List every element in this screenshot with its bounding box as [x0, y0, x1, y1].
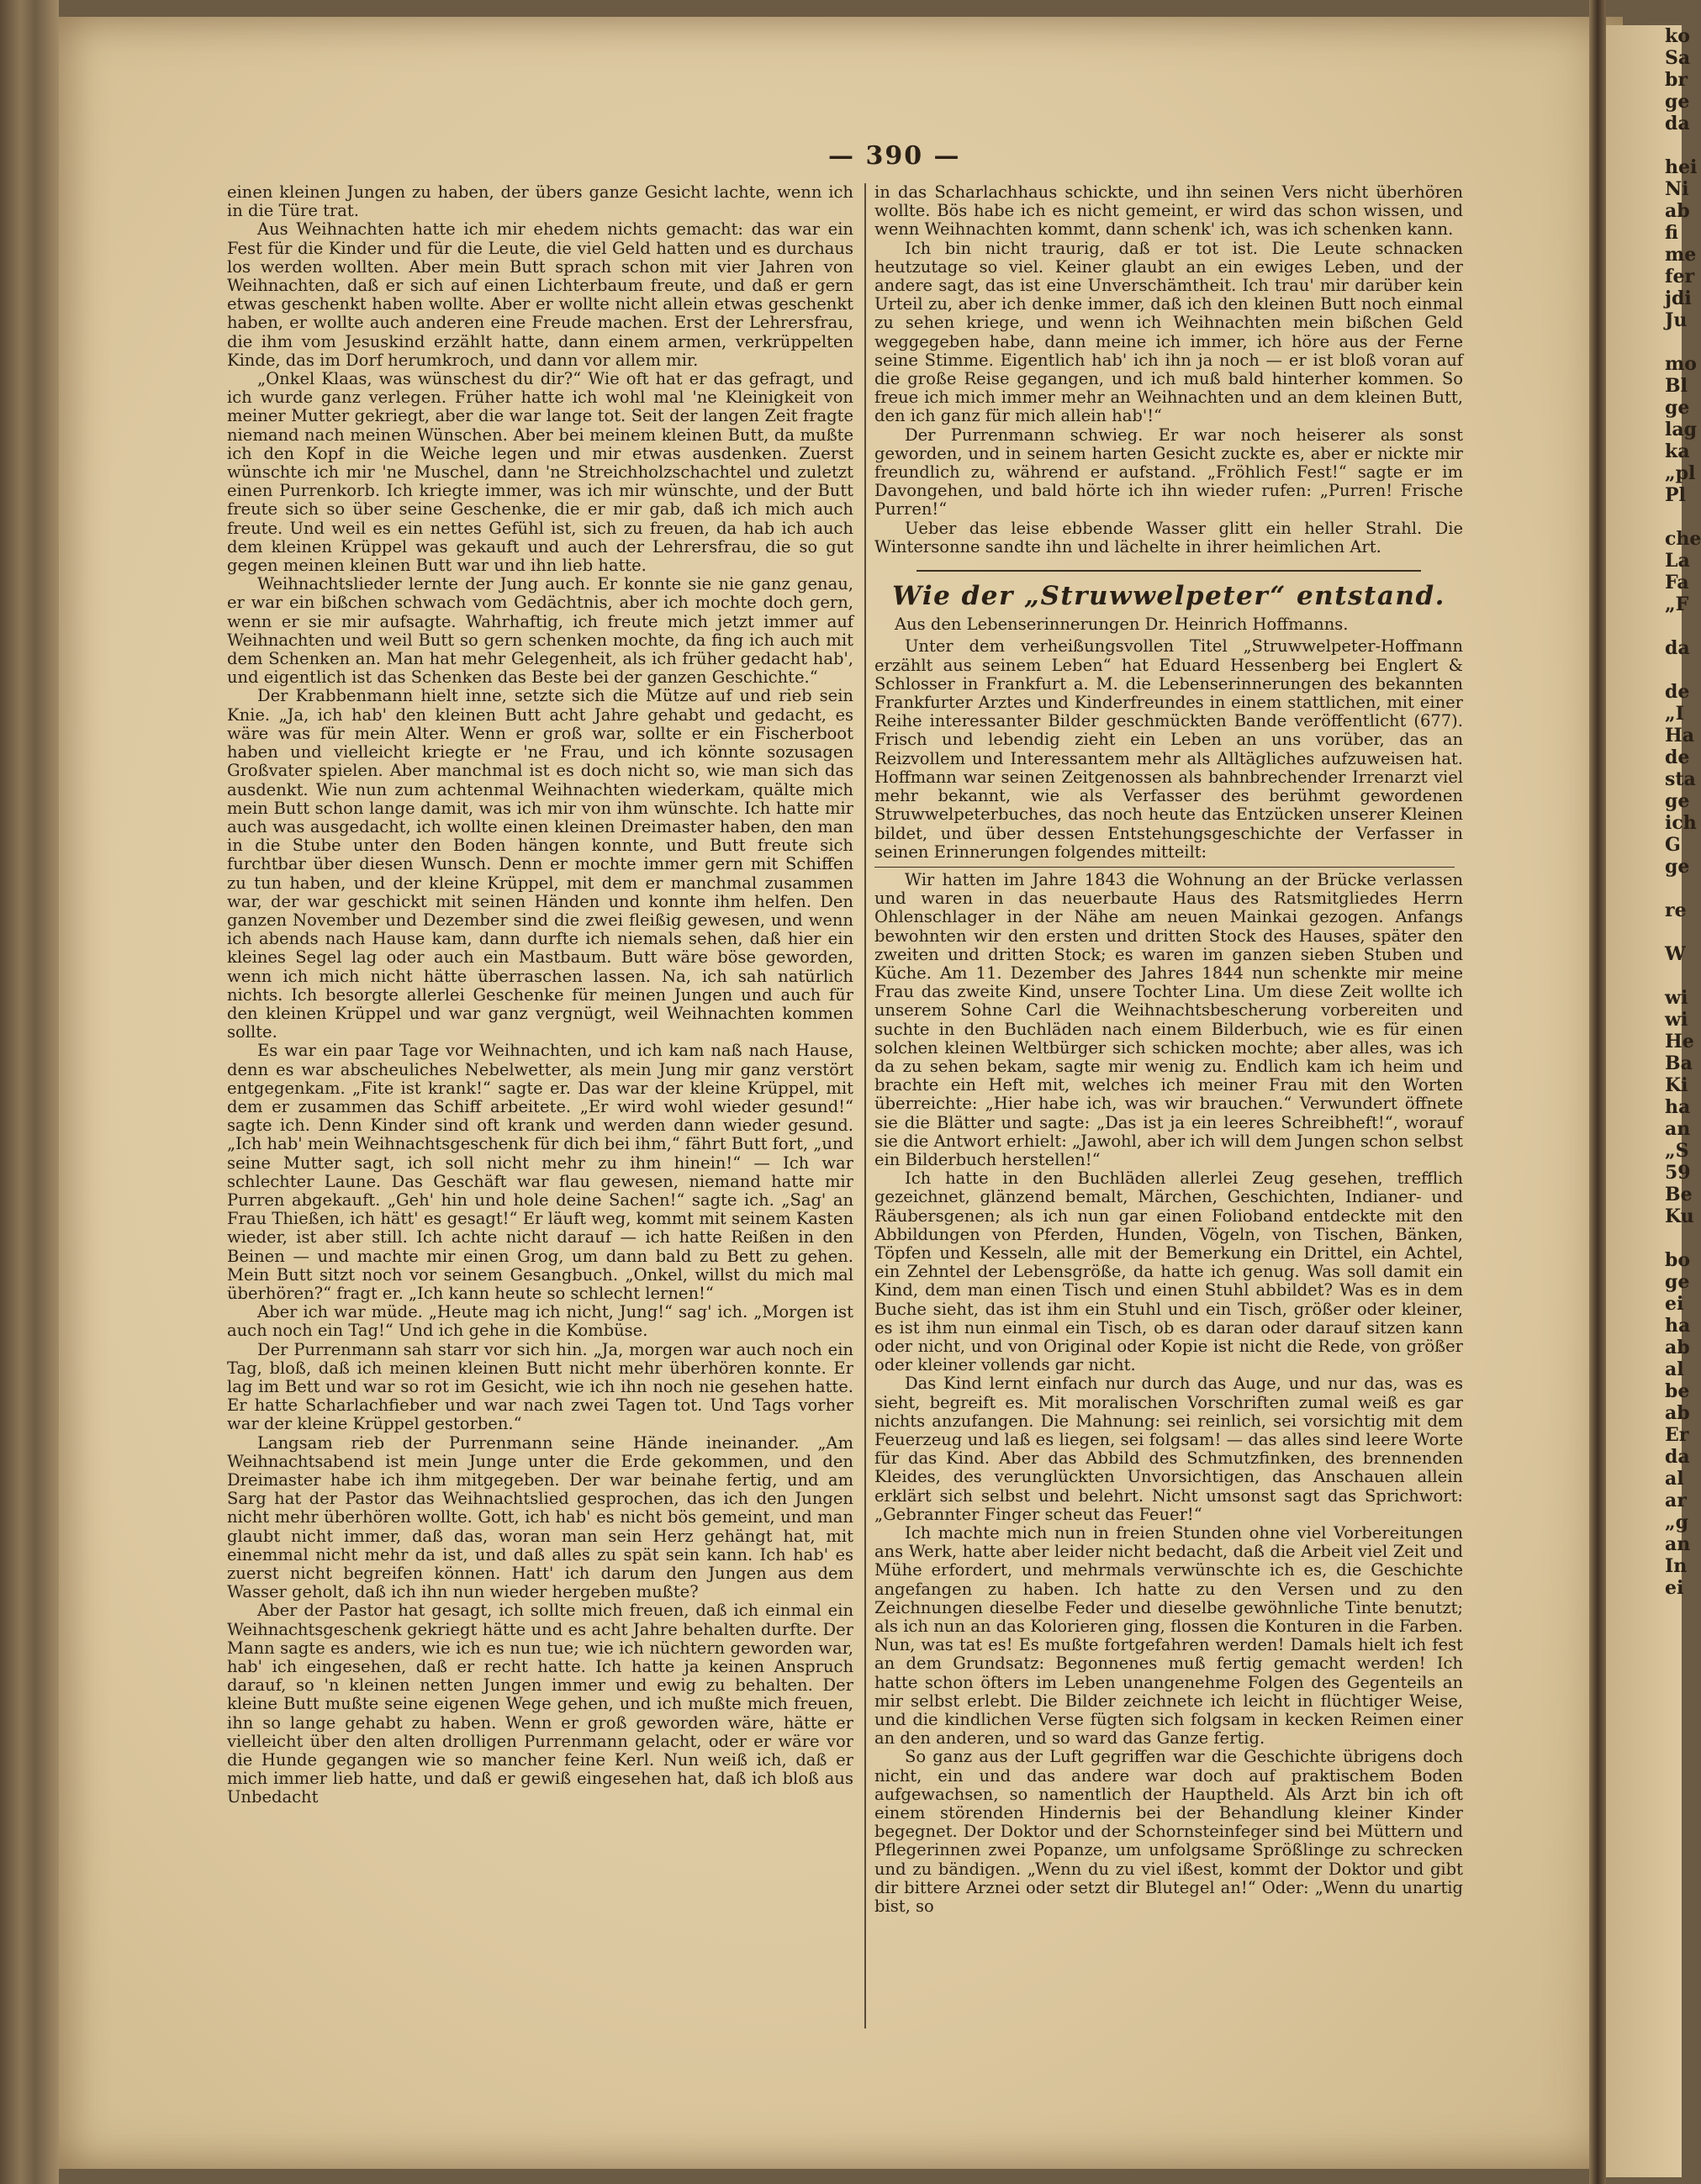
next-page-line-fragment: Ba [1665, 1052, 1693, 1074]
next-page-line-fragment: ab [1665, 1337, 1690, 1358]
page-number: — 390 — [828, 141, 961, 171]
next-page-line-fragment: hei [1665, 156, 1698, 178]
next-page-edge [1606, 25, 1701, 2177]
next-page-line-fragment [1606, 921, 1682, 943]
next-page-line-fragment: fi [1665, 222, 1678, 244]
next-page-line-fragment: al [1665, 1358, 1684, 1380]
next-page-line-fragment: ei [1665, 1293, 1684, 1315]
next-page-line-fragment: La [1665, 550, 1690, 572]
next-page-line-fragment: Ku [1665, 1205, 1694, 1227]
paragraph: Ich hatte in den Buchläden allerlei Zeug gesehen, trefflich gezeichnet, glänzend bemalt, Märchen, Geschichten, Indianer- und Räubersgenen; als ich nun gar einen Folioband entdeckte mit den Abbildungen von Pferden, Hunden, Vögeln, von Tischen, Bänken, Töpfen und Kesseln, alle mit der Bemerkung ein Drittel, ein Achtel, ein Zehntel der Lebensgröße, da hatte ich genug. Was soll damit ein Kind, dem man einen Tisch und einen Stuhl abbildet? Was es in dem Buche sieht, das ist ihm ein Stuhl und ein Tisch, größer oder kleiner, es ist ihm nun einmal ein Tisch, ob es daran oder darauf sitzen kann oder nicht, und von Original oder Kopie ist nicht die Rede, von größer oder kleiner vollends gar nicht. [874, 1168, 1463, 1375]
paragraph: Der Purrenmann schwieg. Er war noch heiserer als sonst geworden, und in seinem harten Gesicht zuckte es, aber er nickte mir freundlich zu, während er aufstand. „Fröhlich Fest!“ sagte er im Davongehen, und bald hörte ich ihn wieder rufen: „Purren! Frische Purren!“ [874, 425, 1463, 520]
next-page-line-fragment: Ni [1665, 178, 1689, 200]
next-page-line-fragment [1606, 506, 1682, 528]
next-page-line-fragment: che [1665, 528, 1701, 550]
next-page-line-fragment [1606, 1227, 1682, 1249]
next-page-line-fragment: an [1665, 1118, 1691, 1140]
next-page-line-fragment: ich [1665, 812, 1697, 834]
next-page-line-fragment: He [1665, 1031, 1694, 1052]
section-divider [917, 570, 1421, 572]
book-gutter [1589, 0, 1606, 2184]
paragraph: Der Krabbenmann hielt inne, setzte sich die Mütze auf und rieb sein Knie. „Ja, ich hab' den kleinen Butt acht Jahre gehabt und gedacht, es wäre was für mein Alter. Wenn er groß war, sollte er ein Fischerboot haben und vielleicht kriegte er 'ne Frau, und ich könnte sozusagen Großvater spielen. Aber manchmal ist es doch nicht so, wie man sich das ausdenkt. Wie nun zum achtenmal Weihnachten wiederkam, quälte mich mein Butt schon lange damit, was ich mir von ihm wünschte. Ich hatte mir auch was ausgedacht, ich wollte einen kleinen Dreimaster haben, den man in die Stube unter den Boden hängen konnte, und Butt freute sich furchtbar über diesen Wunsch. Denn er mochte immer gern mit Schiffen zu tun haben, und der kleine Krüppel, mit dem er manchmal zusammen war, der war geschickt mit seinen Händen und konnte ihm helfen. Den ganzen November und Dezember sind die zwei fleißig gewesen, und wenn ich abends nach Hause kam, dann durfte ich niemals sehen, daß hier ein kleines Segel lag oder auch ein Mastbaum. Butt wäre böse geworden, wenn ich mich nicht hätte überraschen lassen. Na, ich sah natürlich nichts. Ich besorgte allerlei Geschenke für meinen Jungen und auch für den kleinen Krüppel und war ganz vergnügt, weil Weihnachten kommen sollte. [227, 686, 853, 1042]
next-page-line-fragment: bo [1665, 1249, 1691, 1271]
next-page-line-fragment: ab [1665, 1402, 1690, 1424]
intro-divider [874, 867, 1455, 868]
paragraph: Aber der Pastor hat gesagt, ich sollte mich freuen, daß ich einmal ein Weihnachtsgeschenk gekriegt hätte und es acht Jahre behalten durfte. Der Mann sagte es anders, wie ich es nun tue; wie ich nüchtern geworden war, hab' ich eingesehen, daß er recht hatte. Ich hatte ja keinen Anspruch darauf, so 'n kleinen netten Jungen immer und ewig zu behalten. Der kleine Butt mußte seine eigenen Wege gehen, und ich mußte mich freuen, ihn so lange gehabt zu haben. Wenn er groß geworden wäre, hätte er vielleicht über den alten drolligen Purrenmann gelacht, oder er wäre vor die Hunde gegangen wie so mancher feine Kerl. Nun weiß ich, daß er mich immer lieb hatte, und daß er gewiß eingesehen hat, daß ich bloß aus Unbedacht [227, 1601, 853, 1807]
story-conclusion [874, 183, 1463, 557]
paragraph: Ich bin nicht traurig, daß er tot ist. Die Leute schnacken heutzutage so viel. Keiner glaubt an ein ewiges Leben, und der andere sagt, das ist eine Unverschämtheit. Ich trau' mir darüber kein Urteil zu, aber ich denke immer, daß ich den kleinen Butt noch einmal zu sehen kriege, und wenn ich Weihnachten mein bißchen Geld weggegeben habe, dann meine ich immer, ich höre aus der Ferne seine Stimme. Eigentlich hab' ich ihn ja noch — er ist bloß voran auf die große Reise gegangen, und ich muß bald hinterher kommen. So freue ich mich immer mehr an Weihnachten und an dem kleinen Butt, den ich ganz für mich allein hab'!“ [874, 238, 1463, 426]
next-page-line-fragment: al [1665, 1468, 1684, 1490]
article-intro: Unter dem verheißungsvollen Titel „Struwwelpeter-Hoffmann erzählt aus seinem Leben“ hat Eduard Hessenberg bei Englert & Schlosser in Frankfurt a. M. die Lebenserinnerungen des bekannten Frankfurter Arztes und Kinderfreundes in einem stattlichen, mit einer Reihe interessanter Bilder geschmückten Bande veröffentlicht (677). Frisch und lebendig zieht ein Leben an uns vorüber, das an Reizvollem und Interessantem mehr als Alltägliches aufzuweisen hat. Hoffmann war seinen Zeitgenossen als bahnbrechender Irrenarzt viel mehr bekannt, wie als Verfasser des berühmt gewordenen Struwwelpeterbuches, das noch heute das Entzücken unserer Kleinen bildet, und über dessen Entstehungsgeschichte der Verfasser in seinen Erinnerungen folgendes mitteilt: [874, 636, 1463, 862]
article-headline: Wie der „Struwwelpeter“ entstand. [892, 581, 1445, 612]
paragraph: Ueber das leise ebbende Wasser glitt ein heller Strahl. Die Wintersonne sandte ihn und lächelte in ihrer heimlichen Art. [874, 518, 1463, 557]
next-page-line-fragment: ge [1665, 790, 1690, 812]
next-page-line-fragment: br [1665, 69, 1688, 91]
next-page-line-fragment: an [1665, 1533, 1691, 1555]
paragraph: Aus Weihnachten hatte ich mir ehedem nichts gemacht: das war ein Fest für die Kinder und für die Leute, die viel Geld hatten und es durchaus los werden wollten. Aber mein Butt sprach schon mit vier Jahren von Weihnachten, daß er sich auf einen Lichterbaum freute, und daß er gern etwas geschenkt haben wollte. Aber er wollte nicht allein etwas geschenkt haben, er wollte auch anderen eine Freude machen. Erst der Lehrersfrau, die ihm vom Jesuskind erzählt hatte, dann einem armen, verkrüppelten Kinde, das im Dorf herumkroch, und dann vor allem mir. [227, 219, 853, 370]
next-page-line-fragment: ko [1665, 25, 1690, 47]
next-page-line-fragment: ge [1665, 397, 1690, 419]
paragraph: Das Kind lernt einfach nur durch das Auge, und nur das, was es sieht, begreift es. Mit moralischen Vorschriften zumal weiß es gar nichts anzufangen. Die Mahnung: sei reinlich, sei vorsichtig mit dem Feuerzeug und laß es liegen, sei folgsam! — das alles sind leere Worte für das Kind. Aber das Abbild des Schmutzfinken, des brennenden Kleides, des verunglückten Unvorsichtigen, das Anschauen allein erklärt sich selbst und belehrt. Nicht umsonst sagt das Sprichwort: „Gebrannter Finger scheut das Feuer!“ [874, 1374, 1463, 1524]
next-page-line-fragment: ar [1665, 1490, 1687, 1511]
next-page-line-fragment: me [1665, 244, 1697, 266]
next-page-line-fragment: Pl [1665, 484, 1686, 506]
paragraph: Der Purrenmann sah starr vor sich hin. „Ja, morgen war auch noch ein Tag, bloß, daß ich meinen kleinen Butt nicht mehr überhören konnte. Er lag im Bett und war so rot im Gesicht, wie ich ihn noch nie gesehen hatte. Er hatte Scharlachfieber und war nach zwei Tagen tot. Und Tags vorher war der kleine Krüppel gestorben.“ [227, 1339, 853, 1434]
paragraph: Ich machte mich nun in freien Stunden ohne viel Vorbereitungen ans Werk, hatte aber leider nicht bedacht, daß die Arbeit viel Zeit und Mühe erfordert, und mehrmals verwünschte ich es, die Geschichte angefangen zu haben. Ich hatte zu den Versen und zu den Zeichnungen dieselbe Feder und dieselbe gewöhnliche Tinte benutzt; als ich nun an das Kolorieren ging, flossen die Konturen in die Farben. Nun, was tat es! Es mußte fortgefahren werden! Damals hielt ich fest an dem Grundsatz: Begonnenes muß fertig gemacht werden! Ich hatte schon öfters im Leben unangenehme Folgen des Gegenteils an mir selbst erlebt. Die Bilder zeichnete ich leicht in flüchtiger Weise, und die kindlichen Verse fügten sich folgsam in kecken Reimen einer an den anderen, und so ward das Ganze fertig. [874, 1523, 1463, 1749]
next-page-line-fragment: ab [1665, 200, 1690, 222]
next-page-line-fragment: ha [1665, 1096, 1691, 1118]
next-page-line-fragment: be [1665, 1380, 1690, 1402]
next-page-line-fragment: sta [1665, 768, 1696, 790]
next-page-line-fragment: Ju [1665, 309, 1688, 331]
column-rule [864, 183, 866, 2028]
paragraph: Langsam rieb der Purrenmann seine Hände ineinander. „Am Weihnachtsabend ist mein Junge unter die Erde gekommen, und den Dreimaster habe ich ihm mitgegeben. Der war beinahe fertig, und am Sarg hat der Pastor das Weihnachtslied gesprochen, das ich den Jungen nicht mehr überhören wollte. Gott, ich hab' es nicht bös gemeint, und man glaubt nicht immer, daß das, woran man sein Herz gehängt hat, mit einemmal nicht mehr da ist, und daß alles zu spät sein kann. Ich hab' es zuerst nicht begreifen können. Hatt' ich darum den Jungen aus dem Wasser geholt, daß ich ihn nun wieder hergeben mußte? [227, 1432, 853, 1602]
next-page-line-fragment: de [1665, 746, 1690, 768]
next-page-line-fragment: da [1665, 1446, 1690, 1468]
paragraph: Aber ich war müde. „Heute mag ich nicht, Jung!“ sag' ich. „Morgen ist auch noch ein Tag!“ Und ich gehe in die Kombüse. [227, 1302, 853, 1341]
article-body [874, 871, 1463, 1916]
next-page-line-fragment: Be [1665, 1184, 1693, 1205]
next-page-line-fragment: Er [1665, 1424, 1689, 1446]
next-page-line-fragment: In [1665, 1555, 1688, 1577]
next-page-line-fragment: „S [1665, 1140, 1689, 1162]
next-page-line-fragment: lag [1665, 419, 1697, 440]
next-page-line-fragment: jdi [1665, 288, 1692, 309]
paragraph: Weihnachtslieder lernte der Jung auch. Er konnte sie nie ganz genau, er war ein bißchen schwach vom Gedächtnis, aber ich mochte doch gern, wenn er sie mir aufsagte. Wahrhaftig, ich freute mich jetzt immer auf Weihnachten und weil Butt so gern schenken mochte, da fing ich auch mit dem Schenken an. Man hat mehr Gelegenheit, als ich früher gedacht hab', und eigentlich ist das Schenken das Beste bei der ganzen Geschichte.“ [227, 574, 853, 688]
left-column [227, 183, 853, 1807]
next-page-line-fragment: Sa [1665, 47, 1691, 69]
paragraph: in das Scharlachhaus schickte, und ihn seinen Vers nicht überhören wollte. Bös habe ich es nicht gemeint, er wird das schon wissen, und wenn Weihnachten kommt, dann schenk' ich, was ich schenken kann. [874, 182, 1463, 240]
next-page-line-fragment: Bl [1665, 375, 1688, 397]
next-page-line-fragment: G [1665, 834, 1681, 856]
paragraph: einen kleinen Jungen zu haben, der übers ganze Gesicht lachte, wenn ich in die Türe trat. [227, 182, 853, 221]
next-page-line-fragment: „g [1665, 1511, 1689, 1533]
next-page-line-fragment: Ki [1665, 1074, 1688, 1096]
next-page-line-fragment: wi [1665, 1009, 1688, 1031]
next-page-line-fragment [1606, 659, 1682, 681]
next-page-line-fragment: da [1665, 637, 1690, 659]
next-page-line-fragment: Ha [1665, 725, 1695, 746]
next-page-line-fragment: re [1665, 899, 1687, 921]
next-page-line-fragment: ei [1665, 1577, 1684, 1599]
next-page-line-fragment: 59 [1665, 1162, 1691, 1184]
paragraph: Wir hatten im Jahre 1843 die Wohnung an der Brücke verlassen und waren in das neuerbaute Haus des Ratsmitgliedes Herrn Ohlenschlager in der Nähe am neuen Mainkai gezogen. Anfangs bewohnten wir den ersten und dritten Stock des Hauses, später den zweiten und dritten Stock; es waren im ganzen sieben Stuben und Küche. Am 11. Dezember des Jahres 1844 nun schenkte mir meine Frau das zweite Kind, unsere Tochter Lina. Um diese Zeit wollte ich unserem Sohne Carl die Weihnachtsbescherung vorbereiten und suchte in den Buchläden nach einem Bilderbuch, wie es für einen solchen kleinen Weltbürger sich schicken mochte; aber alles, was ich da zu sehen bekam, sagte mir wenig zu. Endlich kam ich heim und brachte ein Heft mit, welches ich meiner Frau mit den Worten überreichte: „Hier habe ich, was wir brauchen.“ Verwundert öffnete sie die Blätter und sagte: „Das ist ja ein leeres Schreibheft!“, worauf sie die Antwort erhielt: „Jawohl, aber ich will dem Jungen schon selbst ein Bilderbuch herstellen!“ [874, 869, 1463, 1169]
next-page-line-fragment: „pl [1665, 462, 1696, 484]
next-page-line-fragment: fer [1665, 266, 1695, 288]
paragraph: So ganz aus der Luft gegriffen war die Geschichte übrigens doch nicht, ein und das andere war doch auf praktischem Boden aufgewachsen, so namentlich der Hauptheld. Als Arzt bin ich oft einem störenden Hindernis bei der Behandlung kleiner Kinder begegnet. Der Doktor und der Schornsteinfeger sind bei Müttern und Pflegerinnen zwei Popanze, um unfolgsame Sprößlinge zu schrecken und zu bändigen. „Wenn du zu viel ißest, kommt der Doktor und gibt dir bittere Arznei oder setzt dir Blutegel an!“ Oder: „Wenn du unartig bist, so [874, 1747, 1463, 1917]
article-subtitle: Aus den Lebenserinnerungen Dr. Heinrich Hoffmanns. [895, 615, 1349, 635]
next-page-line-fragment: da [1665, 113, 1690, 135]
next-page-line-fragment [1606, 135, 1682, 156]
next-page-line-fragment [1606, 615, 1682, 637]
next-page-line-fragment: W [1665, 943, 1686, 965]
next-page-line-fragment: mo [1665, 353, 1697, 375]
next-page-line-fragment [1606, 965, 1682, 987]
book-binding-left [0, 0, 59, 2184]
next-page-line-fragment: Fa [1665, 572, 1689, 593]
paragraph: Es war ein paar Tage vor Weihnachten, und ich kam naß nach Hause, denn es war abscheuliches Nebelwetter, als mein Jung mir ganz verstört entgegenkam. „Fite ist krank!“ sagte er. Das war der kleine Krüppel, mit dem er zusammen das Schiff arbeitete. „Er wird wohl wieder gesund!“ sagte ich. Denn Kinder sind oft krank und werden dann wieder gesund. „Ich hab' mein Weihnachtsgeschenk für dich bei ihm,“ fährt Butt fort, „und seine Mutter sagt, ich soll nicht mehr zu ihm hinein!“ — Ich war schlechter Laune. Das Geschäft war flau gewesen, niemand hatte mir Purren abgekauft. „Geh' hin und hole deine Sachen!“ sagte ich. „Sag' an Frau Thießen, ich hätt' es gesagt!“ Er läuft weg, kommt mit seinem Kasten wieder, ist aber still. Ich achte nicht darauf — ich hatte Reißen in den Beinen — und machte mir einen Grog, um dann bald zu Bett zu gehen. Mein Butt sitzt noch vor seinem Gesangbuch. „Onkel, willst du mich mal überhören?“ fragt er. „Ich kann heute so schlecht lernen!“ [227, 1041, 853, 1303]
right-column [874, 183, 1463, 1916]
next-page-line-fragment: ha [1665, 1315, 1691, 1337]
next-page-line-fragment: ge [1665, 91, 1690, 113]
next-page-line-fragment: ge [1665, 1271, 1690, 1293]
next-page-line-fragment: wi [1665, 987, 1688, 1009]
next-page-line-fragment: ka [1665, 440, 1690, 462]
paragraph: „Onkel Klaas, was wünschest du dir?“ Wie oft hat er das gefragt, und ich wurde ganz verlegen. Früher hatte ich wohl mal 'ne Kleinigkeit von meiner Mutter gekriegt, aber die war lange tot. Seit der langen Zeit fragte niemand nach meinen Wünschen. Aber bei meinem kleinen Butt, da mußte ich den Kopf in die Weiche legen und mir etwas ausdenken. Zuerst wünschte ich mir 'ne Muschel, dann 'ne Streichholzschachtel und zuletzt einen Purrenkorb. Ich kriegte immer, was ich mir wünschte, und der Butt freute sich so über seine Geschenke, die er mir gab, daß ich mich auch freute. Und weil es ein nettes Gefühl ist, sich zu freuen, da hab ich auch dem kleinen Krüppel was gekauft und auch der Lehrersfrau, die so gut gegen meinen kleinen Butt war und ihn lieb hatte. [227, 369, 853, 576]
next-page-line-fragment: de [1665, 681, 1690, 703]
next-page-line-fragment [1606, 878, 1682, 899]
next-page-line-fragment: „F [1665, 593, 1689, 615]
next-page-line-fragment: „I [1665, 703, 1684, 725]
next-page-line-fragment: ge [1665, 856, 1690, 878]
next-page-line-fragment [1606, 331, 1682, 353]
